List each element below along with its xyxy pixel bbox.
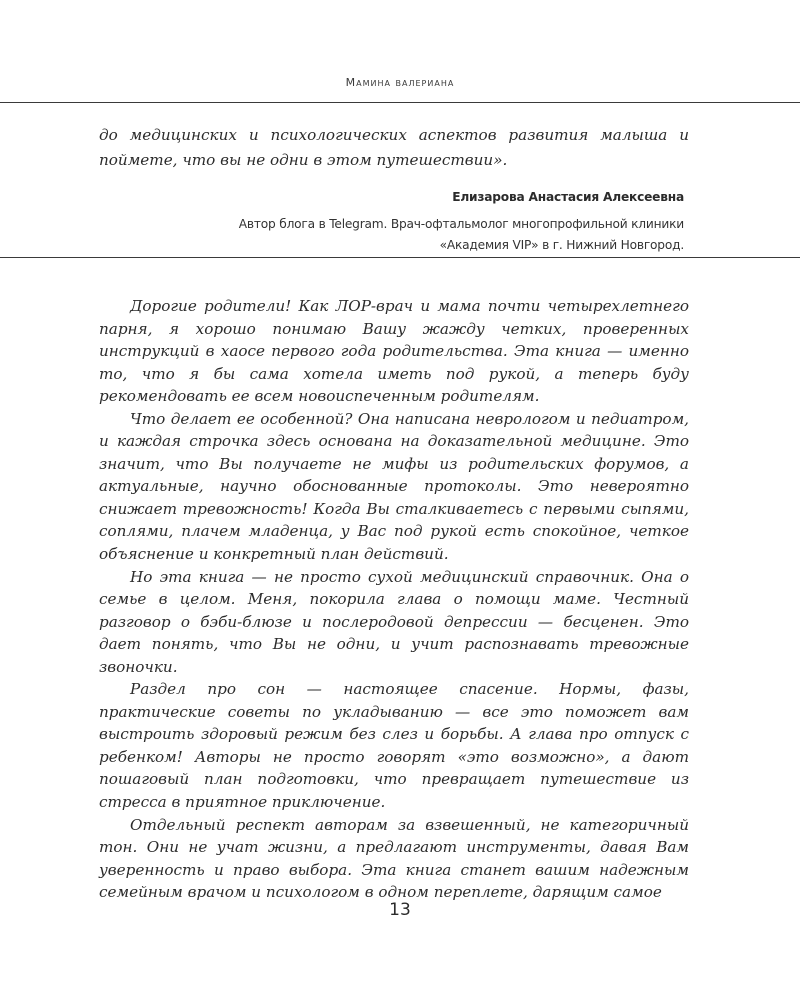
running-title: Мамина валериана: [345, 76, 455, 89]
section-rule: [0, 257, 800, 258]
body-paragraph: Раздел про сон — настоящее спасение. Нормы, фазы, практические советы по укладыванию — все это поможет вам выстроить здоровый режим без слез и борьбы. А глава про отпуск с ребенком! Авторы не просто говорят «это возможно», а дают пошаговый план подготовки, что превращает путешествие из стресса в приятное приключение.: [99, 680, 689, 812]
page-number: 13: [389, 900, 411, 920]
body-text: [99, 295, 689, 904]
body-paragraph: Что делает ее особенной? Она написана неврологом и педиатром, и каждая строчка здесь основана на доказательной медицине. Это значит, что Вы получаете не мифы из родительских форумов, а актуальные, научно обоснованные протоколы. Это невероятно снижает тревожность! Когда Вы сталкиваетесь с первыми сыпями, соплями, плачем младенца, у Вас под рукой есть спокойное, четкое объяснение и конкретный план действий.: [99, 409, 689, 564]
body-paragraph: Но эта книга — не просто сухой медицинский справочник. Она о семье в целом. Меня, покорила глава о помощи маме. Честный разговор о бэби-блюзе и послеродовой депрессии — бесценен. Это дает понять, что Вы не одни, и учит распознавать тревожные звоночки.: [99, 567, 689, 676]
author-name: Елизарова Анастасия Алексеевна: [452, 190, 684, 204]
body-paragraph: Дорогие родители! Как ЛОР-врач и мама почти четырехлетнего парня, я хорошо понимаю Вашу жажду четких, проверенных инструкций в хаосе первого года родительства. Эта книга — именно то, что я бы сама хотела иметь под рукой, а теперь буду рекомендовать ее всем новоиспеченным родителям.: [99, 297, 689, 406]
body-paragraph: Отдельный респект авторам за взвешенный, не категоричный тон. Они не учат жизни, а предлагают инструменты, давая Вам уверенность и право выбора. Эта книга станет вашим надежным семейным врачом и психологом в одном переплете, дарящим самое: [99, 815, 689, 902]
author-description-line: Автор блога в Telegram. Врач-офтальмолог многопрофильной клиники: [238, 217, 684, 231]
quote-continuation: [99, 123, 689, 172]
quote-text: до медицинских и психологических аспектов развития малыша и поймете, что вы не одни в этом путешествии».: [99, 126, 689, 169]
attribution: [124, 187, 684, 256]
author-description: [124, 214, 684, 256]
header-rule: [0, 102, 800, 103]
author-description-line: «Академия VIP» в г. Нижний Новгород.: [439, 238, 684, 252]
